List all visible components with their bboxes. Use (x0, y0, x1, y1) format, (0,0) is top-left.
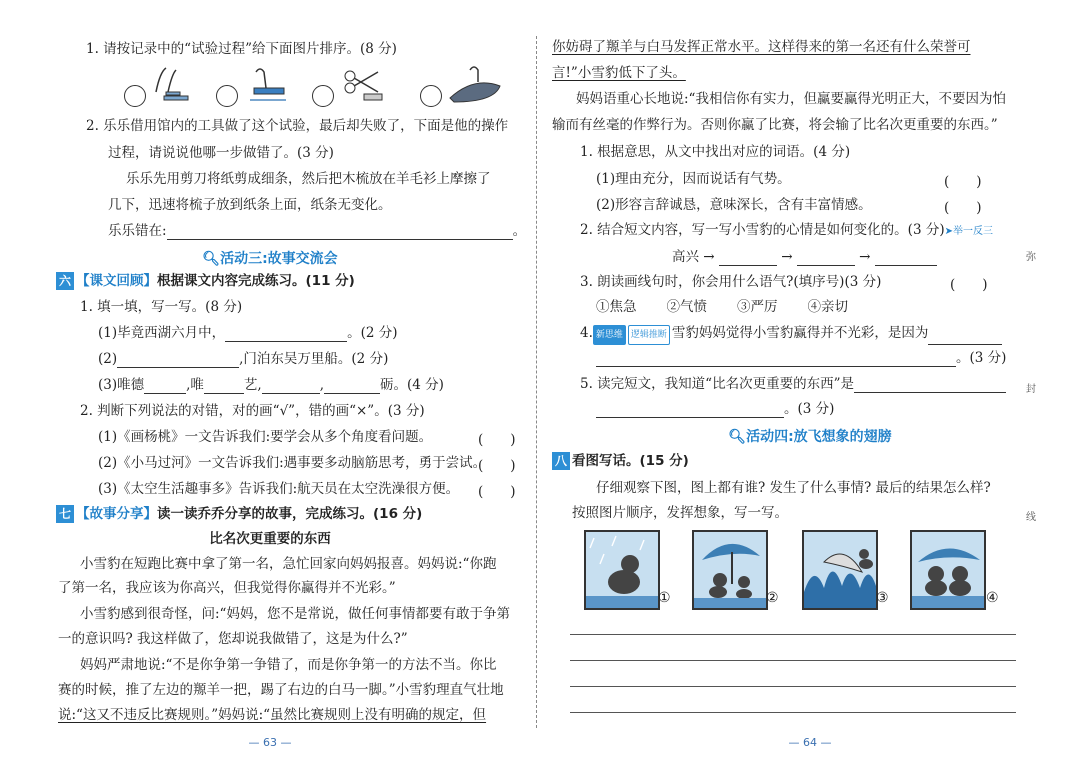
fill-blank[interactable] (719, 251, 777, 266)
search-icon: 🔍︎ (728, 429, 747, 445)
fill-blank[interactable] (262, 379, 320, 394)
tag-label: ➤举一反三 (944, 226, 993, 237)
section-8-heading (552, 452, 689, 470)
r-question-1b: (2)形容言辞诚恳，意味深长，含有丰富情感。 (596, 197, 872, 213)
fill-blank[interactable] (596, 403, 784, 418)
section-number-badge: 六 (56, 272, 74, 290)
page-divider (536, 36, 537, 728)
s6-question-1: 1. 填一填，写一写。(8 分) (80, 299, 243, 315)
right-page (540, 0, 1080, 763)
r-question-3: 3. 朗读画线句时，你会用什么语气?(填序号)(3 分) (580, 274, 882, 290)
fill-blank[interactable] (204, 379, 244, 394)
s8-prompt: 仔细观察下图，图上都有谁? 发生了什么事情? 最后的结果怎么样? (596, 480, 991, 496)
question-1: 1. 请按记录中的“试验过程”给下面图片排序。(8 分) (86, 41, 397, 57)
tag-label: 新思维 (593, 325, 626, 345)
answer-circle[interactable] (420, 85, 442, 107)
fill-blank[interactable] (225, 327, 347, 342)
fill-item-2: (2) ,门泊东吴万里船。(2 分) (98, 351, 389, 367)
story-paragraph: 小雪豹感到很奇怪，问:“妈妈，您不是常说，做任何事情都要有敢于争第 (80, 606, 510, 622)
answer-blank[interactable] (167, 225, 513, 240)
r-question-5-cont: 。(3 分) (596, 400, 834, 418)
scissors-cut-paper-picture (146, 62, 194, 106)
judge-item-3: (3)《太空生活趣事多》告诉我们:航天员在太空洗澡很方便。 (98, 481, 460, 497)
ants-under-leaf-illustration (912, 532, 984, 608)
writing-line[interactable] (570, 686, 1016, 687)
section-6-heading (56, 272, 355, 290)
section-tag: 【故事分享】 (76, 506, 158, 522)
r-question-5: 5. 读完短文，我知道“比名次更重要的东西”是 (580, 375, 1006, 393)
binding-mark: 封 (1026, 384, 1036, 395)
wind-blows-leaf-illustration (804, 532, 876, 608)
judge-answer-paren[interactable]: ( ) (478, 484, 516, 500)
story-continued: 输而有丝毫的作弊行为。否则你赢了比赛，将会输了比名次更重要的东西。” (552, 117, 998, 133)
r-question-2: 2. 结合短文内容，写一写小雪豹的心情是如何变化的。(3 分)➤举一反三 (580, 222, 993, 238)
rub-sweater-picture (444, 62, 504, 106)
story-picture-1 (584, 530, 660, 610)
fill-blank[interactable] (875, 251, 937, 266)
s6-question-2: 2. 判断下列说法的对错，对的画“√”，错的画“×”。(3 分) (80, 403, 425, 419)
r-question-4-cont: 。(3 分) (596, 349, 1006, 367)
picture-number: ④ (986, 590, 999, 606)
fill-blank[interactable] (117, 353, 239, 368)
options-row (596, 298, 848, 316)
ant-in-rain-illustration (586, 532, 658, 608)
fill-blank[interactable] (854, 378, 1006, 393)
period: 。 (512, 223, 527, 239)
page-number: — 64 — (788, 736, 832, 749)
story-picture-3 (802, 530, 878, 610)
section-tag: 【课文回顾】 (76, 273, 158, 289)
writing-line[interactable] (570, 634, 1016, 635)
tag-label: 逻辑推断 (628, 325, 670, 345)
activity-3-heading: 🔍︎活动三:故事交流会 (202, 251, 338, 267)
fill-blank[interactable] (596, 352, 956, 367)
question-2-answer (108, 222, 526, 240)
scissors-picture (336, 62, 388, 106)
search-icon: 🔍︎ (202, 251, 221, 267)
binding-mark: 弥 (1026, 252, 1036, 263)
judge-answer-paren[interactable]: ( ) (478, 458, 516, 474)
fill-blank[interactable] (324, 379, 380, 394)
section-7-heading (56, 505, 422, 523)
story-continued: 妈妈语重心长地说:“我相信你有实力，但赢要赢得光明正大，不要因为怕 (576, 91, 1006, 107)
fill-blank[interactable] (144, 379, 186, 394)
binding-mark: 线 (1026, 512, 1036, 523)
option: ③严厉 (737, 299, 778, 315)
comb-near-paper-picture (240, 62, 292, 106)
story-paragraph: 一的意识吗? 我这样做了，您却说我做错了，这是为什么?” (58, 631, 408, 647)
judge-answer-paren[interactable]: ( ) (478, 432, 516, 448)
question-2-line2: 过程，请说说他哪一步做错了。(3 分) (108, 145, 334, 161)
story-continued: 你妨碍了羱羊与白马发挥正常水平。这样得来的第一名还有什么荣誉可 (552, 39, 971, 55)
section-instruction: 根据课文内容完成练习。(11 分) (157, 273, 355, 289)
mood-change-row: 高兴 → → → (672, 248, 937, 266)
story-paragraph: 赛的时候，推了左边的羱羊一把，踢了右边的白马一脚。”小雪豹理直气壮地 (58, 682, 504, 698)
judge-item-1: (1)《画杨桃》一文告诉我们:要学会从多个角度看问题。 (98, 429, 433, 445)
story-picture-4 (910, 530, 986, 610)
section-number-badge: 七 (56, 505, 74, 523)
story-continued: 言!”小雪豹低下了头。 (552, 65, 686, 81)
question-2-passage: 几下，迅速将梳子放到纸条上面，纸条无变化。 (108, 197, 392, 213)
fill-blank[interactable] (928, 330, 1002, 345)
writing-line[interactable] (570, 660, 1016, 661)
story-paragraph: 说:“这又不违反比赛规则。”妈妈说:“虽然比赛规则上没有明确的规定，但 (58, 707, 487, 723)
r-question-4: 4. 新思维 逻辑推断 雪豹妈妈觉得小雪豹赢得并不光彩，是因为 (580, 324, 1002, 345)
story-title: 比名次更重要的东西 (209, 531, 331, 547)
story-picture-2 (692, 530, 768, 610)
picture-number: ② (766, 590, 779, 606)
option: ②气愤 (666, 299, 707, 315)
story-paragraph: 了第一名，我应该为你高兴，但我觉得你赢得并不光彩。” (58, 580, 396, 596)
answer-label: 乐乐错在: (108, 223, 167, 239)
option: ④亲切 (807, 299, 848, 315)
section-number-badge: 八 (552, 452, 570, 470)
section-instruction: 读一读乔乔分享的故事，完成练习。(16 分) (157, 506, 423, 522)
answer-circle[interactable] (312, 85, 334, 107)
fill-blank[interactable] (797, 251, 855, 266)
question-2-passage: 乐乐先用剪刀将纸剪成细条，然后把木梳放在羊毛衫上摩擦了 (126, 171, 491, 187)
writing-line[interactable] (570, 712, 1016, 713)
question-2-line1: 2. 乐乐借用馆内的工具做了这个试验，最后却失败了，下面是他的操作 (86, 118, 509, 134)
page-number: — 63 — (248, 736, 292, 749)
answer-circle[interactable] (216, 85, 238, 107)
s8-prompt: 按照图片顺序，发挥想象，写一写。 (572, 505, 788, 521)
fill-item-1: (1)毕竟西湖六月中， 。(2 分) (98, 325, 398, 341)
ant-leaf-umbrella-illustration (694, 532, 766, 608)
story-paragraph: 小雪豹在短跑比赛中拿了第一名，急忙回家向妈妈报喜。妈妈说:“你跑 (80, 556, 497, 572)
option: ①焦急 (596, 299, 637, 315)
r-question-1: 1. 根据意思，从文中找出对应的词语。(4 分) (580, 144, 851, 160)
answer-circle[interactable] (124, 85, 146, 107)
activity-4-heading: 🔍︎活动四:放飞想象的翅膀 (728, 429, 892, 445)
r-question-1a: (1)理由充分，因而说话有气势。 (596, 171, 791, 187)
answer-paren[interactable]: ( ) (944, 200, 982, 216)
picture-number: ① (658, 590, 671, 606)
story-paragraph: 妈妈严肃地说:“不是你争第一争错了，而是你争第一的方法不当。你比 (80, 657, 497, 673)
picture-number: ③ (876, 590, 889, 606)
answer-paren[interactable]: ( ) (950, 277, 988, 293)
fill-item-3: (3)唯德 ,唯 艺, , 砺。(4 分) (98, 377, 444, 393)
judge-item-2: (2)《小马过河》一文告诉我们:遇事要多动脑筋思考，勇于尝试。 (98, 455, 487, 471)
answer-paren[interactable]: ( ) (944, 174, 982, 190)
section-instruction: 看图写话。(15 分) (572, 453, 689, 469)
